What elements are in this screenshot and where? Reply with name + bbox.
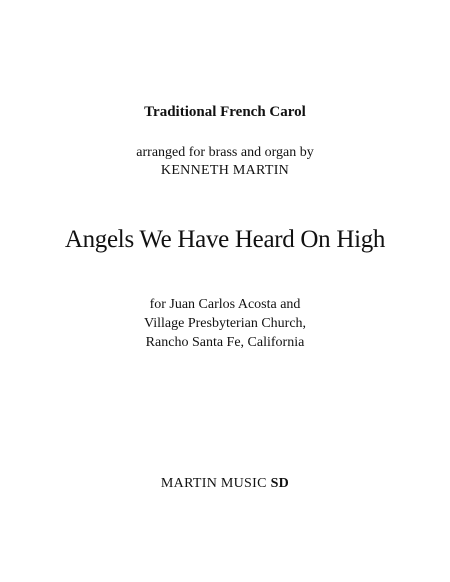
arranger-name: KENNETH MARTIN <box>160 163 290 178</box>
subtitle: Traditional French Carol <box>144 104 306 120</box>
dedication-line-2: Village Presbyterian Church, <box>143 316 307 331</box>
publisher-suffix: SD <box>270 476 290 491</box>
arrangement-note: arranged for brass and organ by <box>136 145 314 160</box>
dedication-line-3: Rancho Santa Fe, California <box>145 335 305 350</box>
publisher <box>0 476 450 492</box>
dedication-line-1: for Juan Carlos Acosta and <box>149 297 301 312</box>
page-title: Angels We Have Heard On High <box>64 226 386 253</box>
publisher-name: MARTIN MUSIC <box>160 476 267 491</box>
